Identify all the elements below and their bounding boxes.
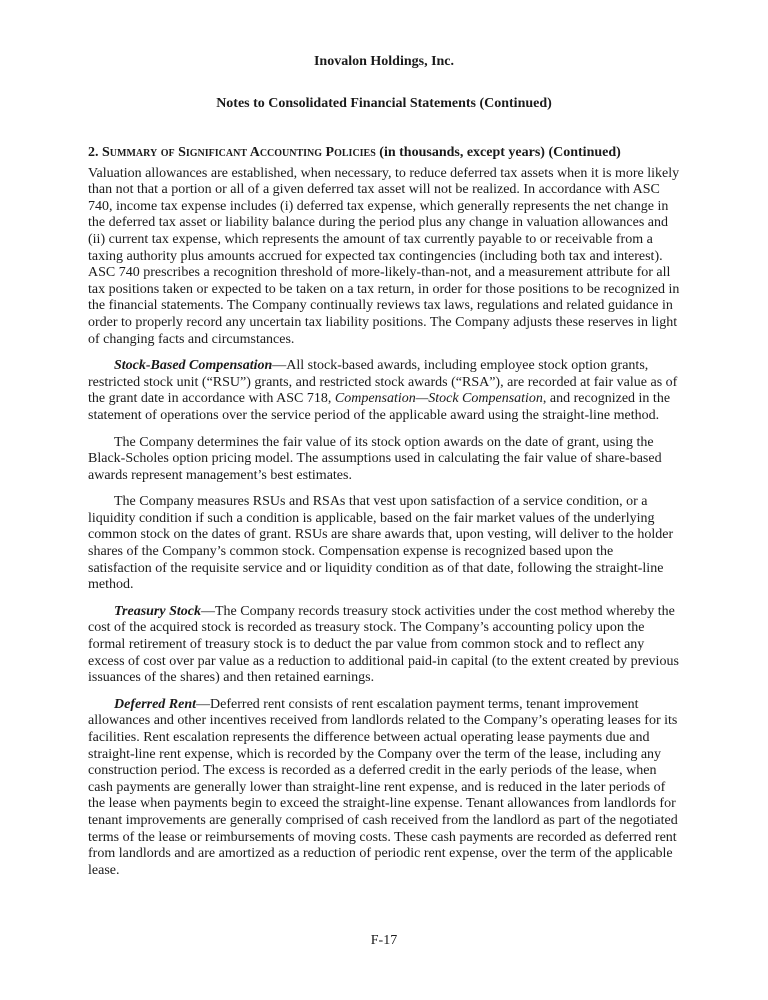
deferred-rent-label: Deferred Rent xyxy=(114,696,197,712)
paragraph-rsu-measurement: The Company measures RSUs and RSAs that vest upon satisfaction of a service condition, or a liquidity condition if such a condition is applicable, based on the fair market values of the underlying common stock on the dates of grant. RSUs are share awards that, upon vesting, will deliver to the holder shares of the Company’s common stock. Compensation expense is recognized based upon the satisfaction of the requisite service and or liquidity condition as of that date, following the straight-line method. xyxy=(88,494,674,593)
paragraph-text: —Deferred rent consists of rent escalation payment terms, tenant improvement allowances and other incentives received from landlords related to the Company’s operating leases for its facilities. Rent escalation represents the difference between actual operating lease payments due and straight-line rent expense, which is recorded by the Company over the term of the lease, including any construction period. The excess is recorded as a deferred credit in the early periods of the lease, when cash payments are generally lower than straight-line rent expense, and is reduced in the later periods of the lease when payments begin to exceed the straight-line expense. Tenant allowances from landlords for tenant improvements are generally comprised of cash received from the landlord as part of the negotiated terms of the lease or reimbursements of moving costs. These cash payments are recorded as deferred rent from landlords and are amortized as a reduction of periodic rent expense, over the term of the applicable lease. xyxy=(88,696,678,878)
paragraph-stock-based-compensation xyxy=(88,358,680,424)
page-header xyxy=(0,52,768,113)
paragraph-text: —All stock-based awards, including employee stock option grants, restricted stock unit (“RSU”) grants, and restricted stock awards (“RSA”), are recorded at fair value as of the grant date in accordance with ASC 718, xyxy=(88,358,678,407)
paragraph-valuation-allowances: Valuation allowances are established, when necessary, to reduce deferred tax assets when it is more likely than not that a portion or all of a given deferred tax asset will not be realized. In accordance with ASC 740, income tax expense includes (i) deferred tax expense, which generally represents the net change in the deferred tax asset or liability balance during the period plus any change in valuation allowances and (ii) current tax expense, which represents the amount of tax currently payable to or receivable from a taxing authority plus amounts accrued for expected tax contingencies (including both tax and interest). ASC 740 prescribes a recognition threshold of more-likely-than-not, and a measurement attribute for all tax positions taken or expected to be taken on a tax return, in order for those positions to be recognized in the financial statements. The Company continually reviews tax laws, regulations and related guidance in order to properly record any uncertain tax liability positions. The Company adjusts these reserves in light of changing facts and circumstances. xyxy=(88,165,680,347)
page-number: F-17 xyxy=(370,933,398,948)
paragraph-text: —The Company records treasury stock activities under the cost method whereby the cost of the acquired stock is recorded as treasury stock. The Company’s accounting policy upon the formal retirement of treasury stock is to deduct the par value from common stock and to reflect any excess of cost over par value as a reduction to additional paid-in capital (to the extent created by previous issuances of the shares) and then retained earnings. xyxy=(88,603,679,686)
page-content xyxy=(88,145,680,889)
paragraph-fair-value: The Company determines the fair value of its stock option awards on the date of grant, using the Black-Scholes option pricing model. The assumptions used in calculating the fair value of share-based awards represent management’s best estimates. xyxy=(88,434,662,483)
paragraph-text: , and recognized in the statement of operations over the service period of the applicable award using the straight-line method. xyxy=(88,391,671,423)
section-number: 2. xyxy=(88,145,99,160)
document-subtitle: Notes to Consolidated Financial Statements (Continued) xyxy=(216,96,552,111)
treasury-stock-label: Treasury Stock xyxy=(114,603,201,619)
company-name: Inovalon Holdings, Inc. xyxy=(313,54,455,69)
section-suffix: (in thousands, except years) (Continued) xyxy=(379,145,621,160)
paragraph-deferred-rent xyxy=(88,697,680,880)
italic-standard-title: Compensation—Stock Compensation xyxy=(334,391,543,407)
section-heading xyxy=(88,145,680,162)
section-title: Summary of Significant Accounting Policies xyxy=(102,145,376,160)
stock-based-compensation-label: Stock-Based Compensation xyxy=(114,358,273,374)
paragraph-treasury-stock xyxy=(88,604,680,687)
